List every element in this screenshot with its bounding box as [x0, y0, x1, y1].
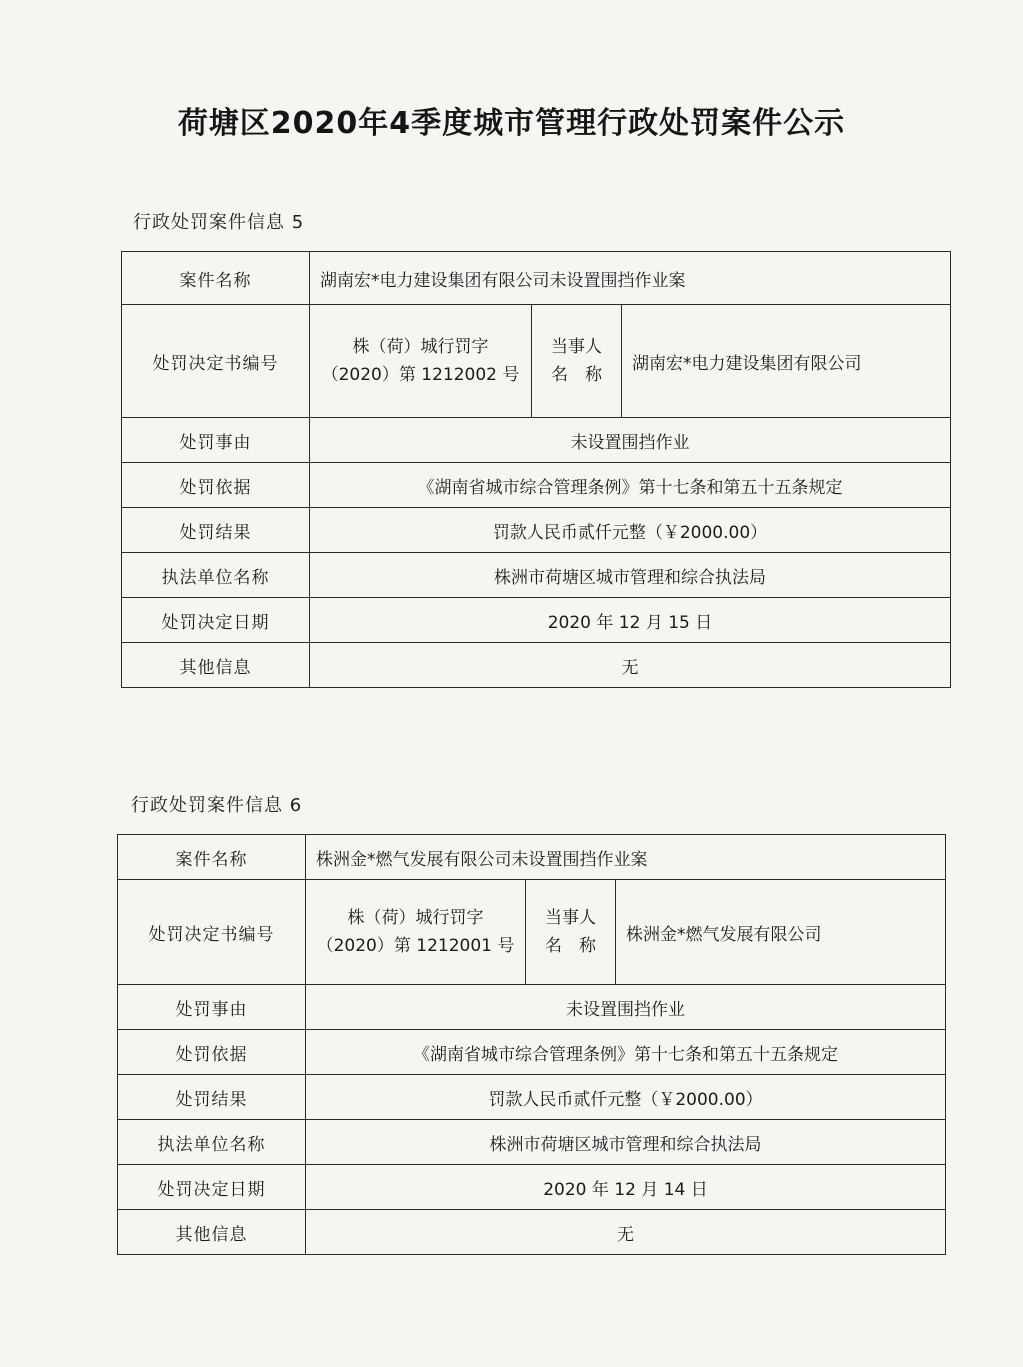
case-name-value: 湖南宏*电力建设集团有限公司未设置围挡作业案	[310, 252, 951, 305]
party-label-line1: 当事人	[551, 337, 602, 357]
table-row	[122, 418, 951, 463]
case-heading-6: 行政处罚案件信息 6	[131, 795, 303, 816]
basis-value: 《湖南省城市综合管理条例》第十七条和第五十五条规定	[306, 1030, 946, 1075]
decision-number-line1: 株（荷）城行罚字	[352, 337, 489, 357]
table-row	[118, 1075, 946, 1120]
party-name-value: 湖南宏*电力建设集团有限公司	[622, 305, 951, 418]
table-row	[122, 305, 951, 418]
date-label: 处罚决定日期	[122, 598, 310, 643]
table-row	[118, 1165, 946, 1210]
party-label-line2: 名 称	[551, 365, 602, 385]
case-table-6	[117, 834, 946, 1255]
table-row	[122, 463, 951, 508]
result-label: 处罚结果	[118, 1075, 306, 1120]
decision-number-label: 处罚决定书编号	[122, 305, 310, 418]
document-title: 荷塘区2020年4季度城市管理行政处罚案件公示	[177, 106, 846, 141]
case-name-value: 株洲金*燃气发展有限公司未设置围挡作业案	[306, 835, 946, 880]
date-label: 处罚决定日期	[118, 1165, 306, 1210]
result-value: 罚款人民币贰仟元整（￥2000.00）	[306, 1075, 946, 1120]
table-row	[118, 1120, 946, 1165]
result-label: 处罚结果	[122, 508, 310, 553]
agency-value: 株洲市荷塘区城市管理和综合执法局	[310, 553, 951, 598]
table-row	[118, 985, 946, 1030]
party-label	[532, 305, 622, 418]
table-row	[118, 1030, 946, 1075]
table-row	[122, 643, 951, 688]
other-label: 其他信息	[118, 1210, 306, 1255]
basis-value: 《湖南省城市综合管理条例》第十七条和第五十五条规定	[310, 463, 951, 508]
decision-number-line2: （2020）第 1212002 号	[321, 365, 520, 385]
decision-number-value	[310, 305, 532, 418]
basis-label: 处罚依据	[122, 463, 310, 508]
agency-label: 执法单位名称	[122, 553, 310, 598]
table-row	[118, 835, 946, 880]
table-row	[122, 252, 951, 305]
party-label-line2: 名 称	[545, 936, 596, 956]
case-heading-5: 行政处罚案件信息 5	[133, 212, 305, 233]
table-row	[118, 880, 946, 985]
decision-number-line1: 株（荷）城行罚字	[347, 908, 484, 928]
reason-label: 处罚事由	[122, 418, 310, 463]
table-row	[118, 1210, 946, 1255]
table-row	[122, 553, 951, 598]
agency-label: 执法单位名称	[118, 1120, 306, 1165]
decision-number-value	[306, 880, 526, 985]
case-name-label: 案件名称	[122, 252, 310, 305]
decision-number-line2: （2020）第 1212001 号	[316, 936, 515, 956]
result-value: 罚款人民币贰仟元整（￥2000.00）	[310, 508, 951, 553]
party-label-line1: 当事人	[545, 908, 596, 928]
party-name-value: 株洲金*燃气发展有限公司	[616, 880, 946, 985]
other-value: 无	[306, 1210, 946, 1255]
reason-label: 处罚事由	[118, 985, 306, 1030]
decision-number-label: 处罚决定书编号	[118, 880, 306, 985]
basis-label: 处罚依据	[118, 1030, 306, 1075]
case-name-label: 案件名称	[118, 835, 306, 880]
reason-value: 未设置围挡作业	[310, 418, 951, 463]
case-table-5	[121, 251, 951, 688]
other-value: 无	[310, 643, 951, 688]
agency-value: 株洲市荷塘区城市管理和综合执法局	[306, 1120, 946, 1165]
table-row	[122, 598, 951, 643]
other-label: 其他信息	[122, 643, 310, 688]
party-label	[526, 880, 616, 985]
date-value: 2020 年 12 月 15 日	[310, 598, 951, 643]
table-row	[122, 508, 951, 553]
date-value: 2020 年 12 月 14 日	[306, 1165, 946, 1210]
reason-value: 未设置围挡作业	[306, 985, 946, 1030]
